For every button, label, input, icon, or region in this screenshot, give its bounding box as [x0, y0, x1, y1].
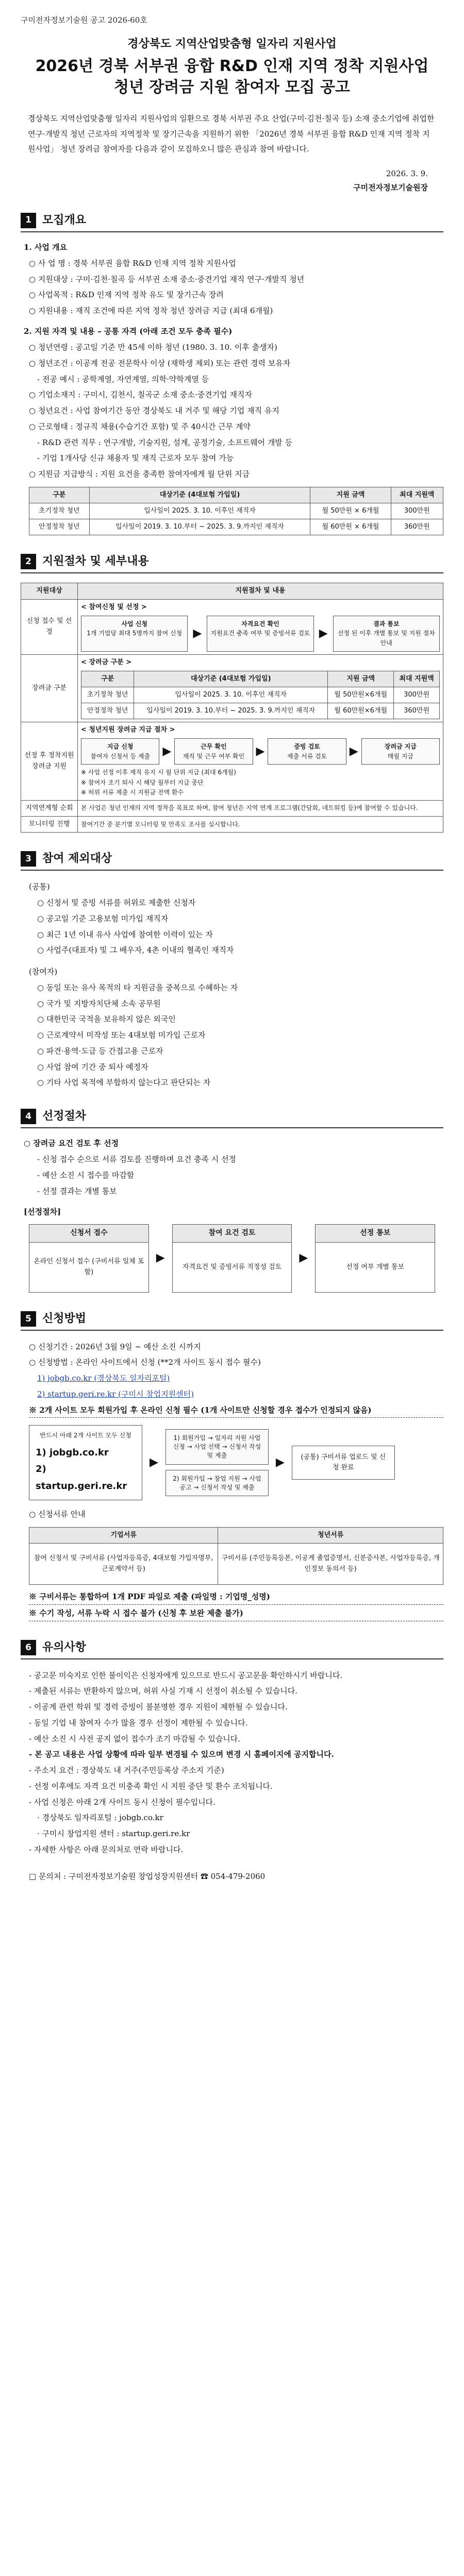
section-number: 3 — [21, 851, 36, 867]
table-header: 구분 — [81, 671, 134, 687]
group-label: (공통) — [29, 882, 50, 892]
intro-paragraph: 경상북도 지역산업맞춤형 일자리 지원사업의 일환으로 경북 서부권 주요 산업(구미·김천·칠곡 등) 소재 중소기업에 취업한 연구·개발직 청년 근로자의 지역정착 및 장기근속을 지원하기 위한 「2026년 경북 서부권 융합 R&D 인재 지역 정착 지원사업」 청년 장려금 참여자를 다음과 같이 모집하오니 많은 관심과 참여 바랍니다. — [28, 114, 435, 154]
section-header-6 — [21, 1639, 443, 1659]
table-cell: 300만원 — [391, 503, 443, 519]
table-header: 대상기준 (4대보험 가입일) — [134, 671, 328, 687]
exclusion-line: ○ 근로계약서 미작성 또는 4대보험 미가입 근로자 — [37, 1030, 206, 1040]
section-number: 2 — [21, 554, 36, 569]
arrow-icon: ▶ — [156, 1251, 165, 1265]
table-header: 최대 지원액 — [394, 671, 440, 687]
process-step: 선정 통보 선정 여부 개별 통보 — [315, 1224, 435, 1293]
table-cell: 구비서류 (주민등록등본, 이공계 졸업증명서, 신분증사본, 사업자등록증, 개인정보 동의서 등) — [218, 1544, 443, 1585]
caution-line: - 본 공고 내용은 사업 상황에 따라 일부 변경될 수 있으며 변경 시 홈페이지에 공지합니다. — [29, 1750, 334, 1759]
selection-process — [29, 1224, 435, 1293]
arrow-icon: ▶ — [319, 626, 328, 640]
apply-flow — [29, 1425, 435, 1500]
table-header: 지원절차 및 내용 — [78, 583, 443, 599]
caution-line: - 예산 소진 시 사전 공지 없이 접수가 조기 마감될 수 있습니다. — [29, 1734, 241, 1743]
table-row — [29, 1544, 443, 1585]
table-cell: 초기정착 청년 — [29, 503, 90, 519]
notice-title: 2026년 경북 서부권 융합 R&D 인재 지역 정착 지원사업 — [35, 57, 429, 76]
site-url[interactable]: 2) startup.geri.re.kr — [36, 1464, 127, 1492]
table-header: 구분 — [29, 487, 90, 503]
process-step: 참여 요건 검토 자격요건 및 증빙서류 적정성 검토 — [172, 1224, 292, 1293]
table-row — [21, 599, 443, 654]
section-title: 모집개요 — [42, 213, 87, 227]
section-number: 4 — [21, 1109, 36, 1124]
warning-note: ※ 2개 사이트 모두 회원가입 후 온라인 신청 필수 (1개 사이트만 신청할 경우 접수가 인정되지 않음) — [29, 1403, 443, 1418]
caution-line: - 이공계 관련 학위 및 경력 증빙이 불분명한 경우 지원이 제한될 수 있습니다. — [29, 1702, 288, 1712]
caution-line: - 주소지 요건 : 경상북도 내 거주(주민등록상 주소지 기준) — [29, 1766, 224, 1775]
exclusion-line: ○ 신청서 및 증빙 서류를 허위로 제출한 신청자 — [37, 898, 196, 908]
section-title: 참여 제외대상 — [42, 852, 112, 866]
subheading: 2. 지원 자격 및 내용 – 공통 자격 (아래 조건 모두 충족 필수) — [24, 326, 233, 336]
section-number: 1 — [21, 213, 36, 228]
apply-line: ○ 신청기간 : 2026년 3월 9일 ~ 예산 소진 시까지 — [29, 1342, 201, 1351]
note: ※ 허위 서류 제출 시 지원금 전액 환수 — [81, 788, 184, 796]
section-header-3 — [21, 850, 443, 871]
table-header: 지원대상 — [21, 583, 78, 599]
subheading: [선정절차] — [24, 1207, 61, 1216]
selection-line: - 선정 결과는 개별 통보 — [37, 1186, 117, 1196]
table-row — [21, 654, 443, 722]
selection-line: - 예산 소진 시 접수를 마감함 — [37, 1171, 135, 1180]
row-label: 신청 접수 및 선정 — [21, 599, 78, 654]
flow-step: 사업 신청 1개 기업당 최대 5명까지 참여 신청 — [81, 616, 188, 652]
documents-table — [29, 1527, 443, 1585]
table-cell: 안정정착 청년 — [29, 519, 90, 535]
table-row — [81, 703, 440, 719]
caution-line: - 사업 신청은 아래 2개 사이트 동시 신청이 필수입니다. — [29, 1797, 216, 1807]
issuing-org: 구미전자정보기술원장 — [353, 183, 428, 193]
caution-line: - 동일 기업 내 참여자 수가 많을 경우 선정이 제한될 수 있습니다. — [29, 1718, 248, 1727]
section-title: 지원절차 및 세부내용 — [42, 555, 149, 568]
section-header-1 — [21, 212, 443, 232]
flow-step: 자격요건 확인 지원요건 충족 여부 및 증빙서류 검토 — [207, 616, 313, 652]
exclusion-line: ○ 대한민국 국적을 보유하지 않은 외국인 — [37, 1014, 176, 1024]
table-cell: 월 60만원 × 6개월 — [310, 519, 391, 535]
table-header: 대상기준 (4대보험 가입일) — [89, 487, 310, 503]
section-header-4 — [21, 1108, 443, 1128]
table-row — [81, 687, 440, 703]
doc-note: ※ 수기 작성, 서류 누락 시 접수 불가 (신청 후 보완 제출 불가) — [29, 1606, 443, 1621]
eligibility-line: - 전공 예시 : 공학계열, 자연계열, 의학·약학계열 등 — [37, 374, 209, 384]
table-header: 청년서류 — [218, 1527, 443, 1543]
selection-line: - 신청 접수 순으로 서류 검토를 진행하며 요건 충족 시 선정 — [37, 1155, 237, 1164]
table-row — [29, 503, 443, 519]
row-label: 모니터링 진행 — [21, 817, 78, 833]
caution-line: - 제출된 서류는 반환하지 않으며, 허위 사실 기재 시 선정이 취소될 수 있습니다. — [29, 1686, 298, 1696]
section-header-2 — [21, 553, 443, 573]
arrow-icon: ▶ — [150, 1456, 158, 1469]
eligibility-line: ○ 지원금 지급방식 : 지원 요건을 충족한 참여자에게 월 단위 지급 — [29, 469, 250, 479]
flow-step: 근무 확인 재직 및 근무 여부 확인 — [174, 738, 253, 765]
support-amount-table — [29, 487, 443, 535]
row-heading: < 참여신청 및 선정 > — [81, 603, 147, 611]
table-header: 최대 지원액 — [391, 487, 443, 503]
contact-info: □ 문의처 : 구미전자정보기술원 창업성장지원센터 ☎ 054-479-2060 — [29, 1871, 266, 1881]
table-row — [21, 800, 443, 816]
table-cell: 월 50만원×6개월 — [328, 687, 394, 703]
apply-line: ○ 신청방법 : 온라인 사이트에서 신청 (**2개 사이트 동시 접수 필수) — [29, 1358, 261, 1367]
eligibility-line: ○ 기업소재지 : 구미시, 김천시, 칠곡군 소재 중소·중견기업 재직자 — [29, 390, 252, 400]
section-number: 6 — [21, 1640, 36, 1655]
row-label: 지역연계형 순회 — [21, 800, 78, 816]
caution-line: - 공고문 미숙지로 인한 불이익은 신청자에게 있으므로 반드시 공고문을 확인하시기 바랍니다. — [29, 1670, 343, 1680]
arrow-icon: ▶ — [256, 744, 265, 758]
table-cell: 월 50만원 × 6개월 — [310, 503, 391, 519]
subheading: 1. 사업 개요 — [24, 242, 68, 252]
docs-heading: ○ 신청서류 안내 — [29, 1510, 86, 1519]
overview-line: ○ 지원내용 : 재직 조건에 따른 지역 정착 청년 장려금 지급 (최대 6개월) — [29, 306, 273, 316]
section-header-5 — [21, 1310, 443, 1331]
eligibility-line: - R&D 관련 직무 : 연구개발, 기술지원, 설계, 공정기술, 소프트웨어 개발 등 — [37, 437, 293, 447]
section-title: 유의사항 — [42, 1640, 87, 1654]
caution-line: · 경상북도 일자리포털 : jobgb.co.kr — [37, 1813, 163, 1823]
exclusion-line: ○ 국가 및 지방자치단체 소속 공무원 — [37, 998, 161, 1008]
startup-link[interactable]: 2) startup.geri.re.kr (구미시 창업지원센터) — [37, 1389, 194, 1399]
table-row — [21, 722, 443, 801]
table-cell: 360만원 — [394, 703, 440, 719]
eligibility-line: ○ 청년연령 : 공고일 기준 만 45세 이하 청년 (1980. 3. 10. 이후 출생자) — [29, 343, 277, 352]
row-text: 본 사업은 청년 인재의 지역 정착을 목표로 하며, 참여 청년은 지역 연계 프로그램(간담회, 네트워킹 등)에 참여할 수 있습니다. — [78, 800, 443, 816]
row-heading: < 장려금 구분 > — [81, 658, 132, 666]
flow-step: 결과 통보 선정 된 이후 개별 통보 및 지원 절차 안내 — [333, 616, 440, 652]
table-cell: 300만원 — [394, 687, 440, 703]
eligibility-line: - 기업 1개사당 신규 채용자 및 재직 근로자 모두 참여 가능 — [37, 453, 234, 463]
row-text: 참여기간 중 분기별 모니터링 및 만족도 조사를 실시합니다. — [78, 817, 443, 833]
apply-step: 2) 회원가입 → 창업 지원 → 사업 공고 → 신청서 작성 및 제출 — [165, 1470, 269, 1497]
exclusion-line: ○ 기타 사업 목적에 부합하지 않는다고 판단되는 자 — [37, 1078, 211, 1088]
subheading: ○ 장려금 요건 검토 후 선정 — [24, 1139, 119, 1148]
flow-step: 지급 신청 참여자 신청서 등 제출 — [81, 738, 159, 765]
section-title: 신청방법 — [42, 1312, 87, 1325]
table-row — [29, 519, 443, 535]
arrow-icon: ▶ — [299, 1251, 308, 1265]
site-box: 반드시 아래 2개 사이트 모두 신청 1) jobgb.co.kr 2) startup.geri.re.kr — [29, 1425, 142, 1500]
note: ※ 참여자 조기 퇴사 시 해당 월부터 지급 중단 — [81, 778, 204, 786]
exclusion-line: ○ 공고일 기준 고용보험 미가입 재직자 — [37, 913, 169, 923]
flow-step: 증빙 검토 제출 서류 검토 — [268, 738, 346, 765]
arrow-icon: ▶ — [275, 1456, 285, 1469]
table-cell: 입사일이 2019. 3. 10.부터 ~ 2025. 3. 9.까지인 재직자 — [134, 703, 328, 719]
note: ※ 사업 선정 이후 재직 유지 시 월 단위 지급 (최대 6개월) — [81, 769, 236, 776]
table-cell: 360만원 — [391, 519, 443, 535]
table-cell: 입사일이 2019. 3. 10.부터 ~ 2025. 3. 9.까지인 재직자 — [89, 519, 310, 535]
procedure-table — [21, 583, 443, 833]
process-step: 신청서 접수 온라인 신청서 접수 (구비서류 일체 포함) — [29, 1224, 149, 1293]
flow-step: 장려금 지급 매월 지급 — [361, 738, 440, 765]
row-label: 장려금 구분 — [21, 654, 78, 722]
notice-number: 구미전자정보기술원 공고 2026-60호 — [21, 15, 147, 25]
table-cell: 월 60만원×6개월 — [328, 703, 394, 719]
table-header: 지원 금액 — [328, 671, 394, 687]
notice-date: 2026. 3. 9. — [386, 169, 428, 179]
arrow-icon: ▶ — [193, 626, 202, 640]
table-cell: 초기정착 청년 — [81, 687, 134, 703]
table-cell: 안정정착 청년 — [81, 703, 134, 719]
eligibility-line: ○ 청년조건 : 이공계 전공 전문학사 이상 (재학생 제외) 또는 관련 경력 보유자 — [29, 358, 291, 368]
overview-line: ○ 사 업 명 : 경북 서부권 융합 R&D 인재 지역 정착 지원사업 — [29, 258, 236, 268]
table-header: 지원 금액 — [310, 487, 391, 503]
arrow-icon: ▶ — [162, 744, 172, 758]
caution-line: · 구미시 창업지원 센터 : startup.geri.re.kr — [37, 1829, 190, 1839]
exclusion-line: ○ 사업 참여 기간 중 퇴사 예정자 — [37, 1062, 148, 1072]
doc-note: ※ 구비서류는 통합하여 1개 PDF 파일로 제출 (파일명 : 기업명_성명) — [29, 1590, 443, 1605]
exclusion-line: ○ 파견·용역·도급 등 간접고용 근로자 — [37, 1046, 163, 1056]
row-heading: < 청년지원 장려금 지급 절차 > — [81, 726, 175, 734]
eligibility-line: ○ 근로형태 : 정규직 채용(수습기간 포함) 및 주 40시간 근무 계약 — [29, 421, 251, 431]
group-label: (참여자) — [29, 967, 58, 977]
table-cell: 입사일이 2025. 3. 10. 이후인 재직자 — [89, 503, 310, 519]
incentive-table — [81, 671, 440, 719]
jobgb-link[interactable]: 1) jobgb.co.kr (경상북도 일자리포털) — [37, 1374, 170, 1383]
table-cell: 입사일이 2025. 3. 10. 이후인 재직자 — [134, 687, 328, 703]
notice-subtitle: 경상북도 지역산업맞춤형 일자리 지원사업 — [127, 38, 337, 51]
row-label: 선정 후 정착지원 장려금 지원 — [21, 722, 78, 801]
overview-line: ○ 사업목적 : R&D 인재 지역 정착 유도 및 장기근속 장려 — [29, 290, 224, 300]
table-header: 기업서류 — [29, 1527, 218, 1543]
arrow-icon: ▶ — [349, 744, 358, 758]
apply-step: 1) 회원가입 → 일자리 지원 사업 신청 → 사업 선택 → 신청서 작성 및 제출 — [165, 1429, 269, 1464]
exclusion-line: ○ 사업주(대표자) 및 그 배우자, 4촌 이내의 혈족인 재직자 — [37, 945, 234, 955]
section-title: 선정절차 — [42, 1110, 87, 1123]
overview-line: ○ 지원대상 : 구미·김천·칠곡 등 서부권 소재 중소·중견기업 재직 연구·개발직 청년 — [29, 274, 305, 284]
section-number: 5 — [21, 1311, 36, 1327]
apply-final: (공통) 구비서류 업로드 및 신청 완료 — [292, 1446, 395, 1480]
exclusion-line: ○ 최근 1년 이내 유사 사업에 참여한 이력이 있는 자 — [37, 929, 213, 939]
eligibility-line: ○ 청년요건 : 사업 참여기간 동안 경상북도 내 거주 및 해당 기업 재직 유지 — [29, 406, 279, 416]
exclusion-line: ○ 동일 또는 유사 목적의 타 지원금을 중복으로 수혜하는 자 — [37, 982, 238, 992]
site-url[interactable]: 1) jobgb.co.kr — [36, 1447, 109, 1459]
table-cell: 참여 신청서 및 구비서류 (사업자등록증, 4대보험 가입자명부, 근로계약서 등) — [29, 1544, 218, 1585]
table-row — [21, 817, 443, 833]
caution-line: - 선정 이후에도 자격 요건 미충족 확인 시 지원 중단 및 환수 조치됩니다. — [29, 1781, 273, 1791]
caution-line: - 자세한 사항은 아래 문의처로 연락 바랍니다. — [29, 1844, 184, 1854]
notice-title-line2: 청년 장려금 지원 참여자 모집 공고 — [114, 78, 350, 96]
